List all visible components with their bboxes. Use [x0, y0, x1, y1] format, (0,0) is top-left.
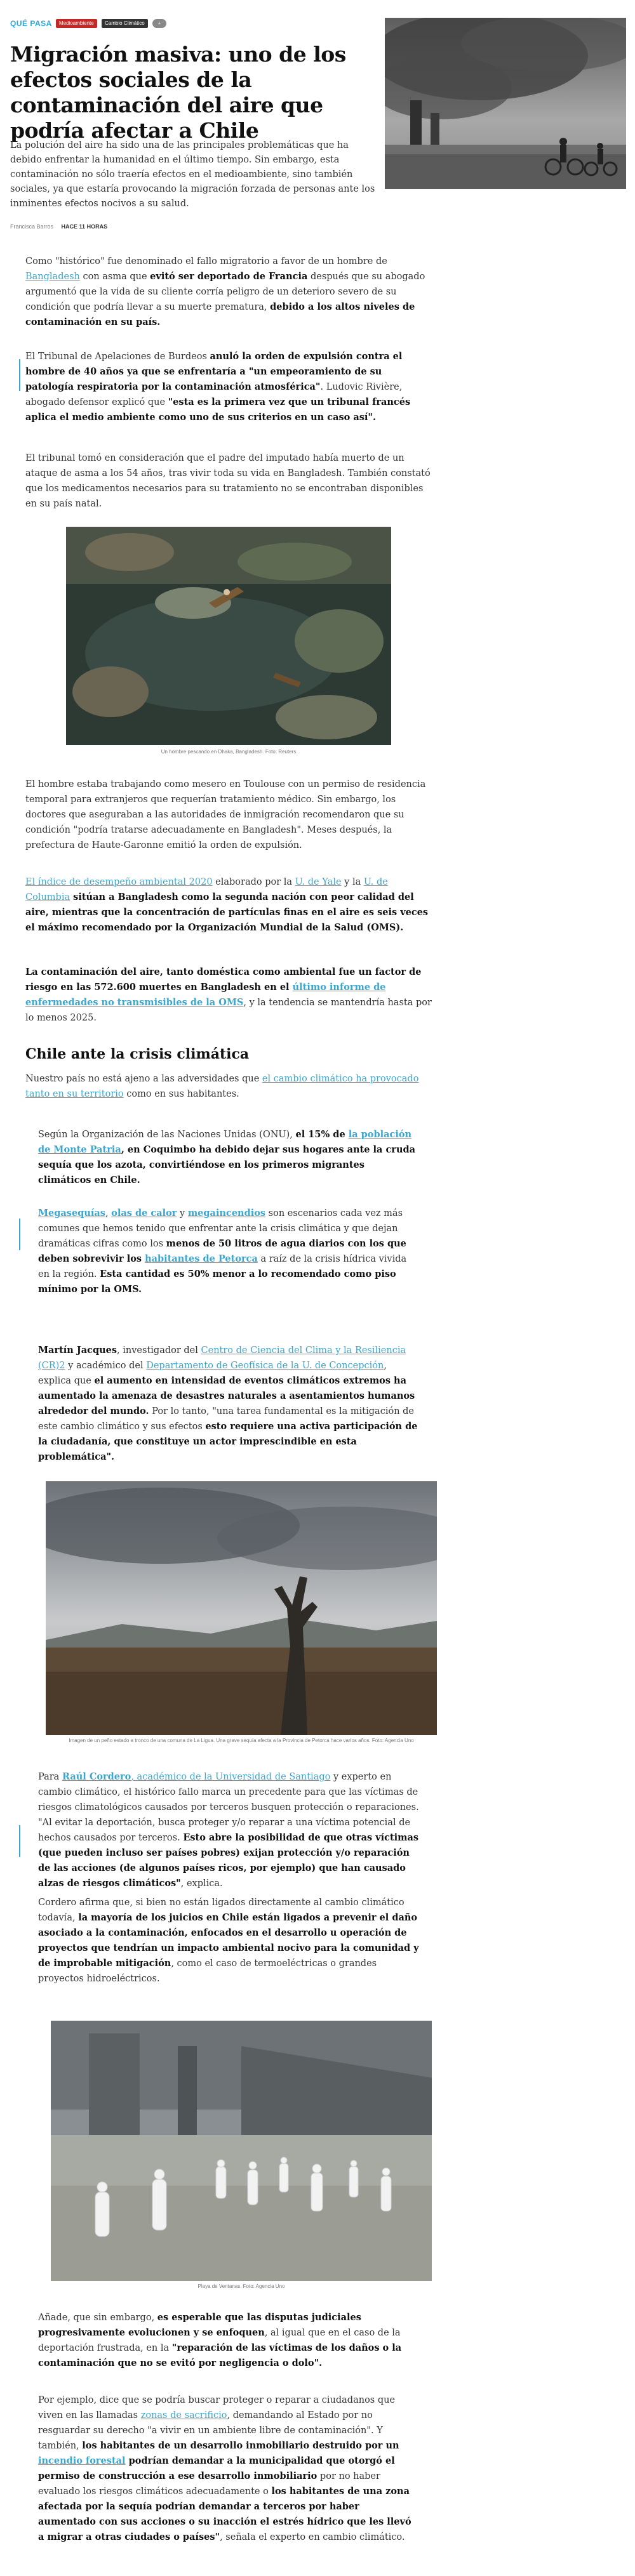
quote-bar — [19, 1825, 20, 1857]
text: Como "histórico" fue denominado el fallo migratorio a favor de un hombre de — [25, 256, 387, 267]
link-raul-cordero[interactable]: Raúl Cordero — [62, 1771, 131, 1782]
figure-ventanas — [51, 2021, 432, 2281]
text: El Tribunal de Apelaciones de Burdeos — [25, 352, 210, 362]
text: y la — [341, 877, 364, 887]
figure-1-caption: Un hombre pescando en Dhaka, Bangladesh. Foto: Reuters — [161, 749, 297, 755]
text: . Ludovic Rivière, abogado defensor explicó que — [25, 382, 403, 407]
text: y experto en cambio climático, el histórico fallo marca un precedente para que las víctimas de riesgos climatológicos causados por terceros busquen protección o reparaciones. "Al evitar la deportación, busca proteger y/o reparar a una víctima potencial de hechos causados por terceros. — [38, 1772, 419, 1843]
figure-dhaka — [66, 527, 391, 745]
text: y — [177, 1208, 188, 1219]
text: Según la Organización de las Naciones Unidas (ONU), — [38, 1130, 296, 1140]
text: con asma que — [79, 272, 150, 282]
paragraph-2 — [25, 349, 432, 425]
link-cr2[interactable]: Centro de Ciencia del Clima y la Resiliencia (CR)2 — [38, 1345, 406, 1371]
quote-bar — [19, 359, 20, 391]
publish-time: HACE 11 HORAS — [61, 223, 108, 230]
byline — [10, 223, 107, 230]
figure-2-caption: Imagen de un peño estado a tronco de una comuna de La Ligua. Una grave sequía afecta a la Provincia de Petorca hace varios años. Foto: Agencia Uno — [69, 1738, 414, 1743]
bold-text: podrían demandar a la municipalidad que otorgó el permiso de construcción a ese desarrollo inmobiliario — [38, 2455, 395, 2481]
tag-medioambiente[interactable]: Medioambiente — [56, 19, 97, 28]
tag-cambio-climatico[interactable]: Cambio Climático — [102, 19, 148, 28]
paragraph-11 — [38, 1769, 419, 1891]
paragraph-7 — [25, 1071, 432, 1102]
bold-text: "esta es la primera vez que un tribunal francés aplica el medio ambiente como uno de sus criterios en un caso así". — [25, 397, 411, 423]
paragraph-9 — [38, 1206, 419, 1297]
text: y académico del — [65, 1361, 147, 1371]
bold-text: los habitantes de un desarrollo inmobiliario destruido por un — [82, 2440, 399, 2451]
bold-text: Esto abre la posibilidad de que otras víctimas (que pueden incluso ser países pobres) exijan protección y/o reparación de las acciones (de algunos países ricos, por ejemplo) que han causado alzas de riesgos climáticos" — [38, 1832, 419, 1889]
section-kicker[interactable]: QUÉ PASA — [10, 19, 52, 28]
bold-text: es esperable que las disputas judiciales progresivamente evolucionen y se enfoquen — [38, 2312, 361, 2338]
text: Cordero afirma que, si bien no están ligados directamente al cambio climático todavía, — [38, 1898, 404, 1923]
section-heading-chile: Chile ante la crisis climática — [25, 1046, 250, 1062]
text: , explica que — [38, 1361, 387, 1386]
bold-text: los habitantes de una zona afectada por la sequía podrían demandar a terceros por haber aumentado con sus acciones o su inacción el estrés hídrico que les llevó a migrar a otras ciudades o países" — [38, 2486, 411, 2542]
article-title: Migración masiva: uno de los efectos sociales de la contaminación del aire que podría afectar a Chile — [10, 42, 346, 143]
bold-text: La contaminación del aire, tanto doméstica como ambiental fue un factor de riesgo en las 572.600 muertes en Bangladesh en el — [25, 967, 422, 993]
paragraph-10 — [38, 1343, 419, 1465]
bold-text: , en Coquimbo ha debido dejar sus hogares ante la cruda sequía que los azota, convirtiéndose en los primeros migrantes climáticos en Chile. — [38, 1144, 416, 1186]
link-bangladesh[interactable]: Bangladesh — [25, 272, 80, 282]
text: como en sus habitantes. — [123, 1089, 239, 1099]
link-oms-report[interactable]: último informe de enfermedades no transmisibles de la OMS — [25, 982, 386, 1008]
link-olas-calor[interactable]: olas de calor — [111, 1208, 177, 1219]
paragraph-3: El tribunal tomó en consideración que el padre del imputado había muerto de un ataque de asma a los 54 años, tras vivir toda su vida en Bangladesh. También constató que los medicamentos necesarios para su tratamiento no se encontraban disponibles en su país natal. — [25, 453, 431, 509]
bold-text: Martín Jacques — [38, 1345, 117, 1356]
text: Añade, que sin embargo, — [38, 2313, 157, 2323]
text: Nuestro país no está ajeno a las adversidades que — [25, 1074, 262, 1084]
bold-text: debido a los altos niveles de contaminación en su país. — [25, 301, 415, 327]
text: , al igual que en el caso de la deportación frustrada, en la — [38, 2328, 401, 2353]
bold-text: evitó ser deportado de Francia — [150, 271, 308, 282]
text: Por lo tanto, "una tarea fundamental es la mitigación de este cambio climático y sus efectos — [38, 1406, 414, 1432]
author-name[interactable]: Francisca Barros — [10, 223, 54, 230]
link-monte-patria[interactable]: la población de Monte Patria — [38, 1129, 412, 1155]
article-lead: La polución del aire ha sido una de las principales problemáticas que ha debido enfrentar la humanidad en el último tiempo. Sin embargo, esta contaminación no sólo traería efectos en el medioambiente, sino también sociales, ya que estaría provocando la migración forzada de personas ante los inminentes efectos nocivos a su salud. — [10, 140, 375, 209]
text: Por ejemplo, dice que se podría buscar proteger o reparar a ciudadanos que viven en las llamadas — [38, 2395, 396, 2421]
figure-3-caption: Playa de Ventanas. Foto: Agencia Uno — [197, 2283, 285, 2289]
text: , explica. — [180, 1879, 223, 1889]
text: , investigador del — [117, 1345, 201, 1356]
link-usach[interactable]: , académico de la Universidad de Santiago — [131, 1772, 331, 1782]
figure-petorca — [46, 1481, 437, 1735]
link-megaincendios[interactable]: megaincendios — [187, 1208, 266, 1219]
bold-text: menos de 50 litros de agua diarios con los que deben sobrevivir los — [38, 1238, 406, 1264]
bold-text: el aumento en intensidad de eventos climáticos extremos ha aumentado la amenaza de desastres naturales a asentamientos humanos alrededor del mundo. — [38, 1375, 415, 1417]
bold-text: esto requiere una activa participación de la ciudadanía, que constituye un actor imprescindible en esta problemática". — [38, 1421, 418, 1462]
paragraph-6 — [25, 965, 432, 1026]
quote-bar — [19, 1219, 20, 1250]
paragraph-13 — [38, 2310, 419, 2371]
bold-text: sitúan a Bangladesh como la segunda nación con peor calidad del aire, mientras que la concentración de partículas finas en el aire es seis veces el máximo recomendado por la Organización Mundial de la Salud (OMS). — [25, 892, 429, 933]
article-header — [0, 0, 635, 241]
bold-text: la mayoría de los juicios en Chile están ligados a prevenir el daño asociado a la contaminación, enfocados en el desarrollo u operación de proyectos que tendrían un impacto ambiental nocivo para la comunidad y de improbable mitigación — [38, 1912, 419, 1969]
paragraph-5 — [25, 875, 432, 935]
text: son escenarios cada vez más comunes que hemos tenido que enfrentar ante la crisis climática y que dejan dramáticas cifras como los — [38, 1208, 403, 1249]
text: , demandando al Estado por no resguardar su derecho "a vivir en un ambiente libre de contaminación". Y también, — [38, 2410, 383, 2451]
paragraph-14 — [38, 2393, 419, 2545]
text: a raíz de la crisis hídrica vivida en la región. — [38, 1254, 407, 1279]
text: después que su abogado argumentó que la vida de su cliente corría peligro de un deterioro severo de su condición que podría llevar a su muerte prematura, — [25, 272, 425, 312]
link-petorca[interactable]: habitantes de Petorca — [145, 1253, 258, 1264]
hero-image-smoke — [385, 18, 626, 189]
link-yale[interactable]: U. de Yale — [295, 877, 342, 887]
text: por no haber evaluado los riesgos climáticos adecuadamente o — [38, 2471, 380, 2497]
bold-text: "reparación de las víctimas de los daños o la contaminación que no se evitó por negligencia o dolo". — [38, 2342, 402, 2368]
paragraph-8 — [38, 1127, 419, 1188]
bold-text: anuló la orden de expulsión contra el hombre de 40 años ya que se enfrentaría a "un empeoramiento de su patología respiratoria por la contaminación atmosférica" — [25, 351, 403, 392]
link-columbia[interactable]: U. de Columbia — [25, 877, 388, 902]
text: , — [105, 1208, 112, 1219]
tag-more[interactable]: + — [152, 19, 166, 28]
link-geofisica-udec[interactable]: Departamento de Geofísica de la U. de Concepción — [146, 1361, 384, 1371]
link-cambio-climatico[interactable]: el cambio climático ha provocado tanto en su territorio — [25, 1074, 419, 1099]
link-epi-2020[interactable]: El índice de desempeño ambiental 2020 — [25, 877, 213, 887]
link-zonas-sacrificio[interactable]: zonas de sacrificio — [140, 2410, 227, 2421]
paragraph-4: El hombre estaba trabajando como mesero en Toulouse con un permiso de residencia temporal para extranjeros que requerían tratamiento médico. Sin embargo, los doctores que aseguraban a las autoridades de inmigración recomendaron que su condición "podría tratarse adecuadamente en Bangladesh". Meses después, la prefectura de Haute-Garonne emitió la orden de expulsión. — [25, 779, 426, 850]
link-incendio-forestal[interactable]: incendio forestal — [38, 2455, 126, 2466]
text: Para — [38, 1772, 62, 1782]
bold-text: el 15% de — [295, 1129, 349, 1140]
text: , y la tendencia se mantendría hasta por lo menos 2025. — [25, 998, 432, 1023]
link-megasequias[interactable]: Megasequías — [38, 1208, 105, 1219]
bold-text: Esta cantidad es 50% menor a lo recomendado como piso mínimo por la OMS. — [38, 1269, 396, 1295]
paragraph-1 — [25, 254, 432, 330]
text: , como el caso de termoeléctricas o grandes proyectos hidroeléctricos. — [38, 1958, 377, 1984]
text: elaborado por la — [212, 877, 295, 887]
text: , señala el experto en cambio climático. — [220, 2532, 405, 2542]
paragraph-12 — [38, 1895, 419, 1986]
